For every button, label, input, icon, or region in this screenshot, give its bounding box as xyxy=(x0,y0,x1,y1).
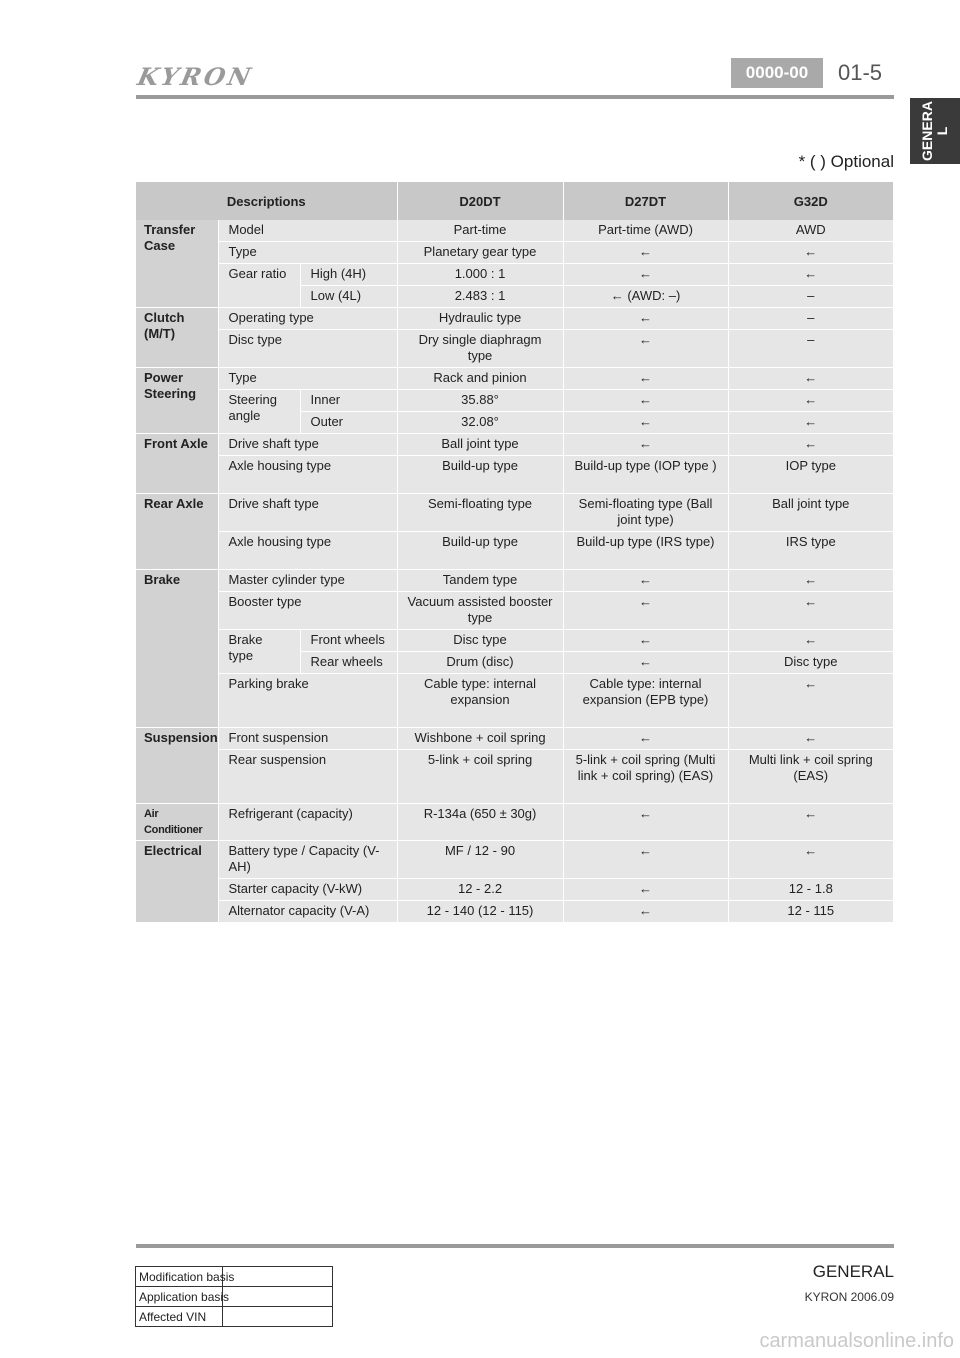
sub-item-cell: Front wheels xyxy=(300,630,397,652)
table-row xyxy=(136,264,893,286)
g32d-value: Multi link + coil spring (EAS) xyxy=(728,750,893,804)
affected-vin-value xyxy=(223,1307,333,1327)
table-row xyxy=(136,220,893,242)
d27dt-value: ← xyxy=(563,412,728,434)
item-cell: Parking brake xyxy=(218,674,397,728)
column-header: D20DT xyxy=(397,182,563,220)
g32d-value: ← xyxy=(728,841,893,879)
footer-model-date: KYRON 2006.09 xyxy=(804,1290,894,1304)
category-cell: Suspension xyxy=(136,728,218,804)
item-cell: Battery type / Capacity (V-AH) xyxy=(218,841,397,879)
d27dt-value: ← xyxy=(563,652,728,674)
g32d-value: ← xyxy=(728,592,893,630)
d20dt-value: Semi-floating type xyxy=(397,494,563,532)
sub-item-cell: Outer xyxy=(300,412,397,434)
d27dt-value: ← xyxy=(563,841,728,879)
section-code-badge: 0000-00 xyxy=(731,58,823,88)
item-cell: Front suspension xyxy=(218,728,397,750)
category-cell: Brake xyxy=(136,570,218,728)
optional-note: * ( ) Optional xyxy=(798,152,894,171)
table-row xyxy=(136,1267,333,1287)
column-header: Descriptions xyxy=(136,182,397,220)
g32d-value: ← xyxy=(728,804,893,841)
table-row xyxy=(136,728,893,750)
sub-item-cell: Inner xyxy=(300,390,397,412)
table-row xyxy=(136,390,893,412)
item-cell: Type xyxy=(218,242,397,264)
d20dt-value: Build-up type xyxy=(397,532,563,570)
sub-item-cell: Rear wheels xyxy=(300,652,397,674)
d20dt-value: Wishbone + coil spring xyxy=(397,728,563,750)
modification-table xyxy=(135,1266,333,1327)
header-rule xyxy=(136,95,894,99)
table-row xyxy=(136,1307,333,1327)
g32d-value: ← xyxy=(728,412,893,434)
category-cell: Power Steering xyxy=(136,368,218,434)
table-row xyxy=(136,901,893,923)
item-cell: Gear ratio xyxy=(218,264,300,308)
d27dt-value: ← xyxy=(563,901,728,923)
d20dt-value: Disc type xyxy=(397,630,563,652)
item-cell: Rear suspension xyxy=(218,750,397,804)
item-cell: Booster type xyxy=(218,592,397,630)
table-row xyxy=(136,494,893,532)
d27dt-value: ← xyxy=(563,630,728,652)
d20dt-value: MF / 12 - 90 xyxy=(397,841,563,879)
d20dt-value: 12 - 2.2 xyxy=(397,879,563,901)
table-row xyxy=(136,570,893,592)
table-row xyxy=(136,308,893,330)
g32d-value: IOP type xyxy=(728,456,893,494)
table-row xyxy=(136,841,893,879)
d27dt-value: ← (AWD: –) xyxy=(563,286,728,308)
d27dt-value: ← xyxy=(563,434,728,456)
table-row xyxy=(136,456,893,494)
d20dt-value: R-134a (650 ± 30g) xyxy=(397,804,563,841)
g32d-value: Disc type xyxy=(728,652,893,674)
d27dt-value: ← xyxy=(563,264,728,286)
item-cell: Master cylinder type xyxy=(218,570,397,592)
application-basis-label: Application basis xyxy=(136,1287,223,1307)
table-row xyxy=(136,434,893,456)
category-cell: Rear Axle xyxy=(136,494,218,570)
column-header: D27DT xyxy=(563,182,728,220)
g32d-value: ← xyxy=(728,570,893,592)
item-cell: Disc type xyxy=(218,330,397,368)
g32d-value: ← xyxy=(728,264,893,286)
application-basis-value xyxy=(223,1287,333,1307)
d27dt-value: ← xyxy=(563,728,728,750)
affected-vin-label: Affected VIN xyxy=(136,1307,223,1327)
item-cell: Axle housing type xyxy=(218,456,397,494)
specification-table-body xyxy=(136,220,893,923)
d27dt-value: ← xyxy=(563,330,728,368)
item-cell: Starter capacity (V-kW) xyxy=(218,879,397,901)
table-row xyxy=(136,368,893,390)
category-cell: Transfer Case xyxy=(136,220,218,308)
table-row xyxy=(136,750,893,804)
g32d-value: 12 - 115 xyxy=(728,901,893,923)
d20dt-value: Part-time xyxy=(397,220,563,242)
d27dt-value: ← xyxy=(563,368,728,390)
table-row xyxy=(136,242,893,264)
item-cell: Refrigerant (capacity) xyxy=(218,804,397,841)
g32d-value: AWD xyxy=(728,220,893,242)
d20dt-value: 2.483 : 1 xyxy=(397,286,563,308)
d27dt-value: Semi-floating type (Ball joint type) xyxy=(563,494,728,532)
d20dt-value: Cable type: internal expansion xyxy=(397,674,563,728)
g32d-value: ← xyxy=(728,434,893,456)
page-number: 01-5 xyxy=(838,60,883,85)
g32d-value: 12 - 1.8 xyxy=(728,879,893,901)
footer-section-title: GENERAL xyxy=(812,1262,894,1281)
item-cell: Drive shaft type xyxy=(218,434,397,456)
category-cell: Electrical xyxy=(136,841,218,923)
table-row xyxy=(136,879,893,901)
g32d-value: ← xyxy=(728,368,893,390)
d20dt-value: 12 - 140 (12 - 115) xyxy=(397,901,563,923)
table-row xyxy=(136,674,893,728)
item-cell: Model xyxy=(218,220,397,242)
modification-basis-value xyxy=(223,1267,333,1287)
table-row xyxy=(136,630,893,652)
category-cell: Air Conditioner xyxy=(136,804,218,841)
kyron-logo: KYRON xyxy=(134,62,257,91)
d20dt-value: Ball joint type xyxy=(397,434,563,456)
d27dt-value: Build-up type (IRS type) xyxy=(563,532,728,570)
d20dt-value: 32.08° xyxy=(397,412,563,434)
d27dt-value: ← xyxy=(563,570,728,592)
g32d-value: ← xyxy=(728,390,893,412)
item-cell: Steering angle xyxy=(218,390,300,434)
d20dt-value: Build-up type xyxy=(397,456,563,494)
d27dt-value: ← xyxy=(563,242,728,264)
d20dt-value: Drum (disc) xyxy=(397,652,563,674)
d27dt-value: ← xyxy=(563,308,728,330)
g32d-value: ← xyxy=(728,630,893,652)
d20dt-value: 5-link + coil spring xyxy=(397,750,563,804)
item-cell: Drive shaft type xyxy=(218,494,397,532)
g32d-value: – xyxy=(728,286,893,308)
d27dt-value: Part-time (AWD) xyxy=(563,220,728,242)
d20dt-value: 1.000 : 1 xyxy=(397,264,563,286)
g32d-value: ← xyxy=(728,242,893,264)
d20dt-value: Vacuum assisted booster type xyxy=(397,592,563,630)
modification-basis-label: Modification basis xyxy=(136,1267,223,1287)
d27dt-value: ← xyxy=(563,879,728,901)
d20dt-value: Planetary gear type xyxy=(397,242,563,264)
d20dt-value: Tandem type xyxy=(397,570,563,592)
sub-item-cell: Low (4L) xyxy=(300,286,397,308)
g32d-value: ← xyxy=(728,674,893,728)
d27dt-value: ← xyxy=(563,592,728,630)
footer-rule xyxy=(136,1244,894,1248)
g32d-value: ← xyxy=(728,728,893,750)
section-side-tab[interactable] xyxy=(910,98,960,164)
side-tab-label: GENERAL xyxy=(919,101,950,161)
table-row xyxy=(136,532,893,570)
watermark: carmanualsonline.info xyxy=(759,1330,954,1352)
table-row xyxy=(136,1287,333,1307)
item-cell: Brake type xyxy=(218,630,300,674)
table-header-row xyxy=(136,182,893,220)
category-cell: Clutch (M/T) xyxy=(136,308,218,368)
table-row xyxy=(136,330,893,368)
item-cell: Operating type xyxy=(218,308,397,330)
item-cell: Alternator capacity (V-A) xyxy=(218,901,397,923)
d20dt-value: Rack and pinion xyxy=(397,368,563,390)
d27dt-value: Build-up type (IOP type ) xyxy=(563,456,728,494)
category-cell: Front Axle xyxy=(136,434,218,494)
g32d-value: Ball joint type xyxy=(728,494,893,532)
item-cell: Type xyxy=(218,368,397,390)
d27dt-value: ← xyxy=(563,390,728,412)
column-header: G32D xyxy=(728,182,893,220)
d27dt-value: Cable type: internal expansion (EPB type) xyxy=(563,674,728,728)
d27dt-value: ← xyxy=(563,804,728,841)
d20dt-value: 35.88° xyxy=(397,390,563,412)
g32d-value: – xyxy=(728,308,893,330)
g32d-value: – xyxy=(728,330,893,368)
sub-item-cell: High (4H) xyxy=(300,264,397,286)
item-cell: Axle housing type xyxy=(218,532,397,570)
g32d-value: IRS type xyxy=(728,532,893,570)
specification-table xyxy=(136,182,893,923)
d27dt-value: 5-link + coil spring (Multi link + coil spring) (EAS) xyxy=(563,750,728,804)
d20dt-value: Hydraulic type xyxy=(397,308,563,330)
d20dt-value: Dry single diaphragm type xyxy=(397,330,563,368)
table-row xyxy=(136,804,893,841)
table-row xyxy=(136,592,893,630)
